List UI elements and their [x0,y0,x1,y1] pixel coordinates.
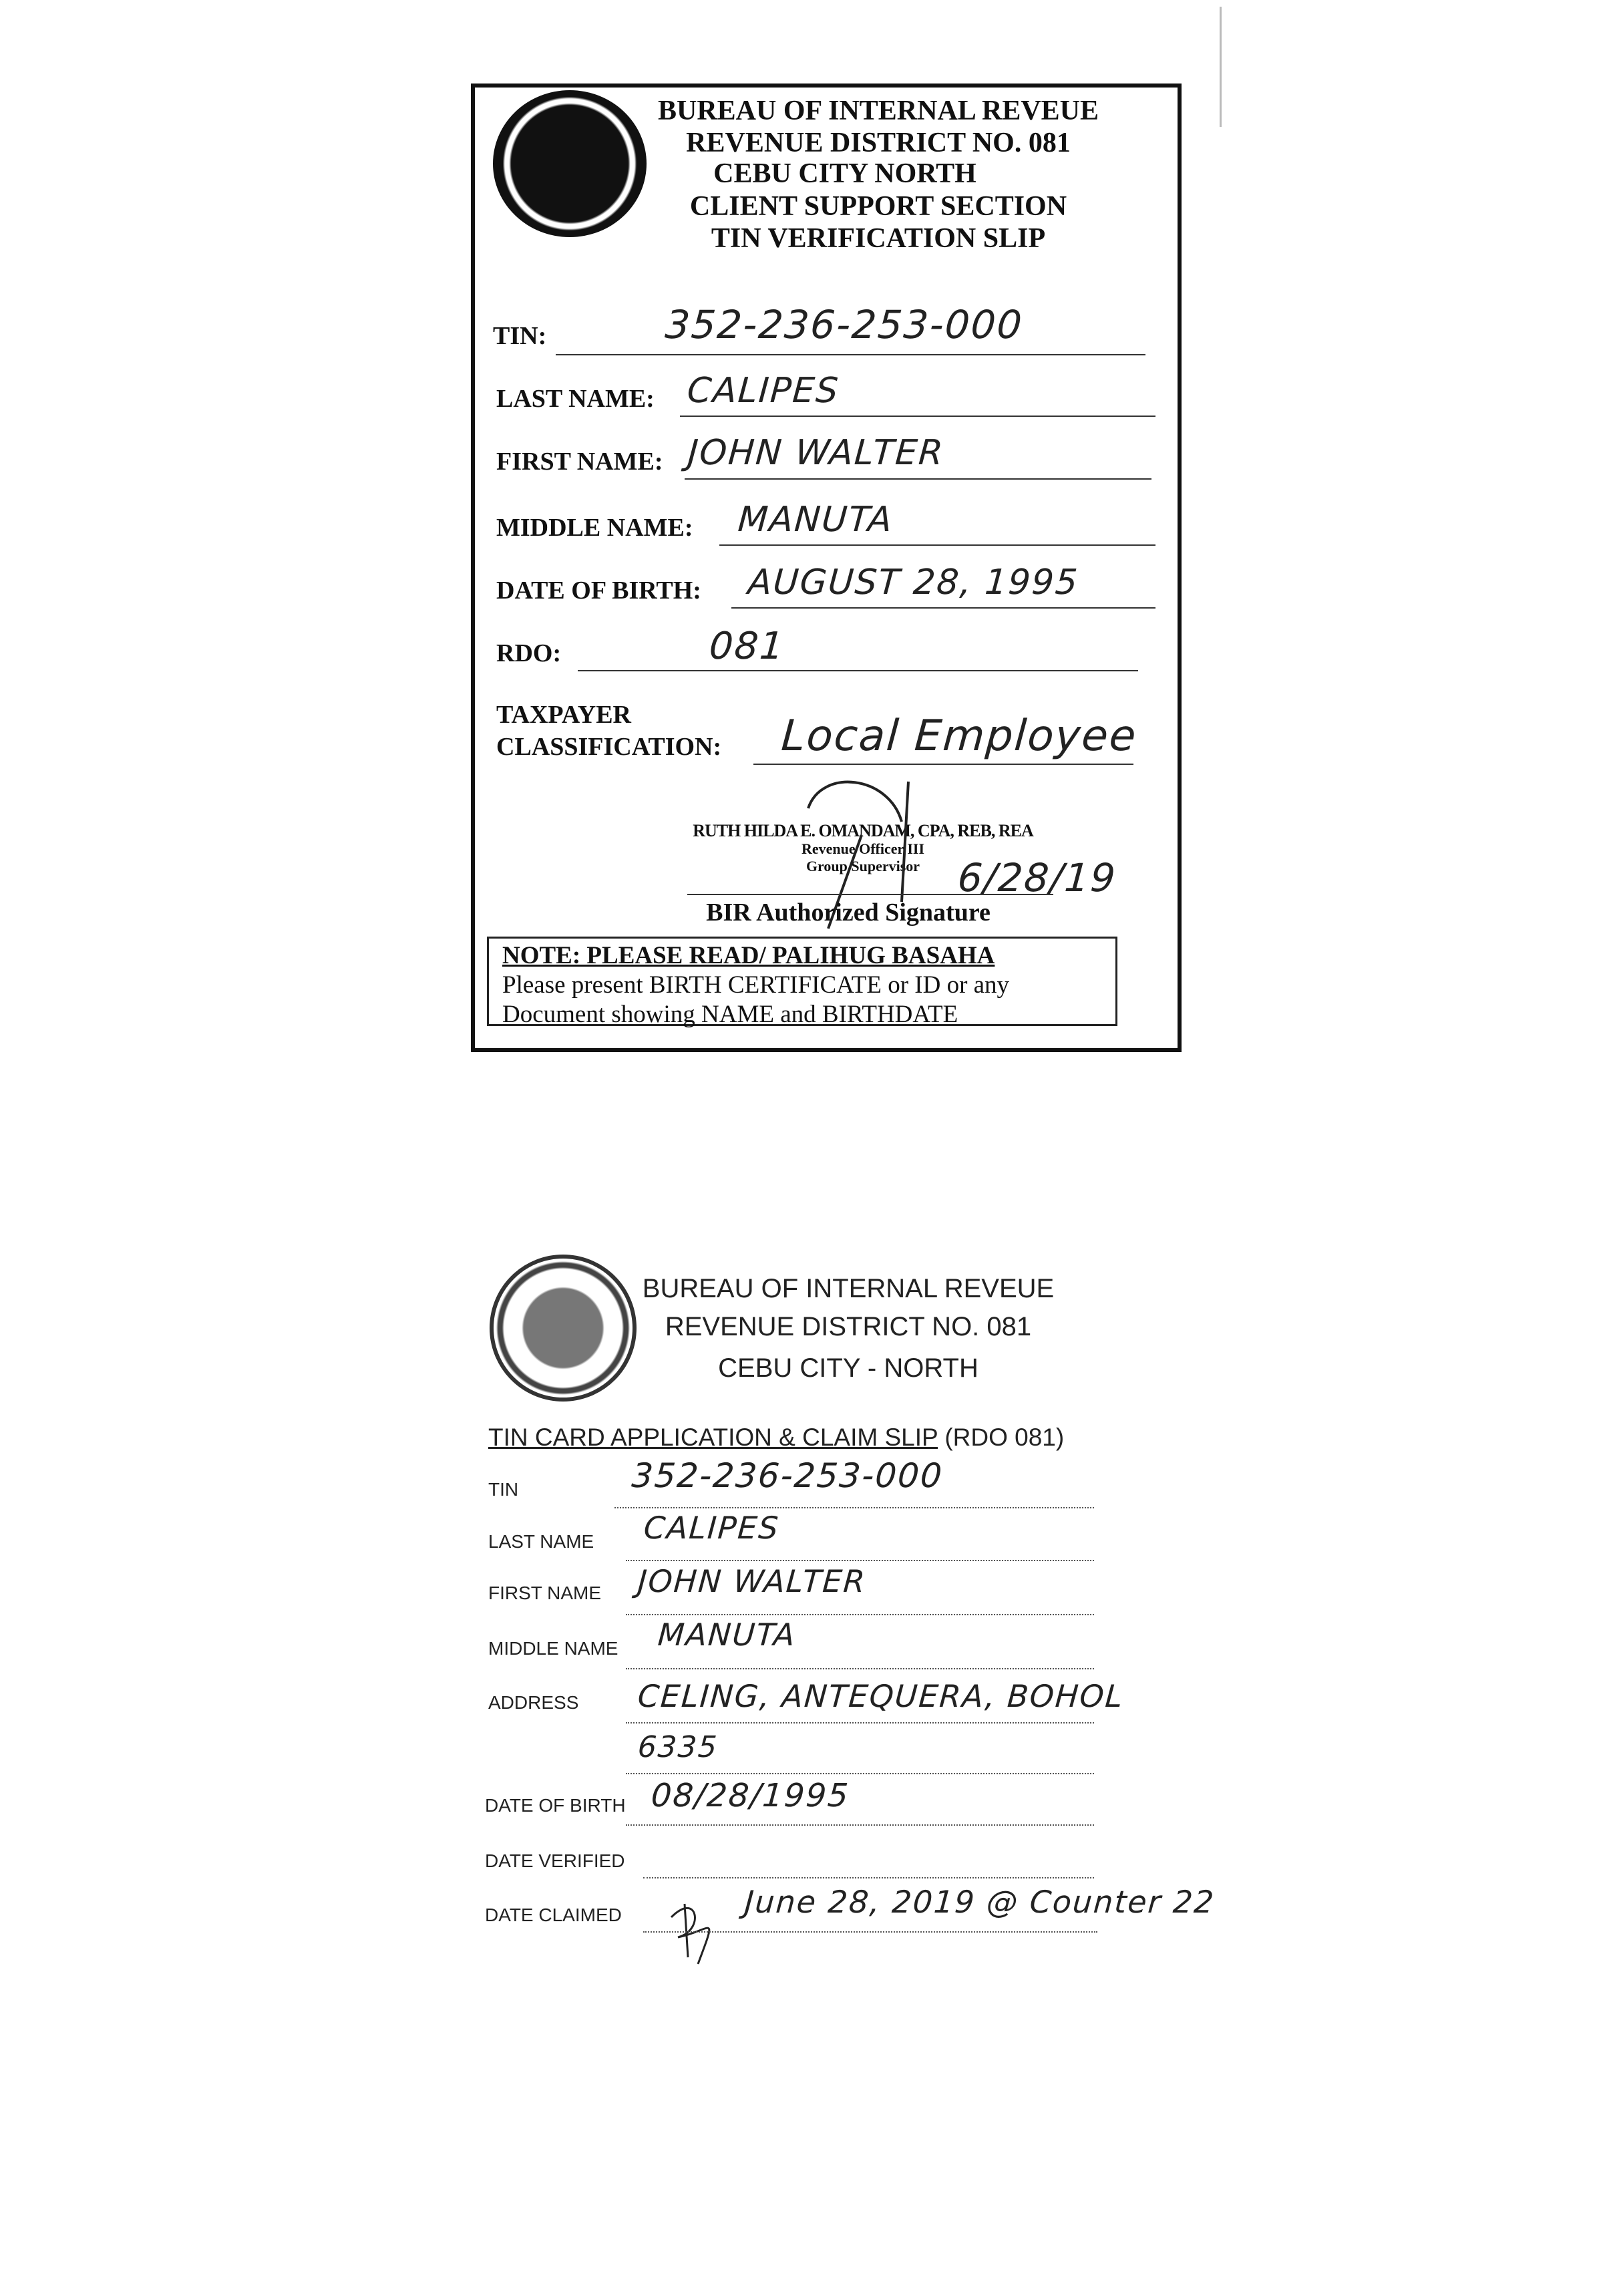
bir-seal-icon [490,1255,637,1402]
signatory-role: Group Supervisor [806,858,920,874]
dob-label: DATE OF BIRTH: [496,577,701,605]
first-name-label: FIRST NAME [488,1583,602,1603]
first-name-value: JOHN WALTER [686,433,946,473]
header-line: BUREAU OF INTERNAL REVEUE [657,96,1099,126]
tin-line [556,354,1145,355]
middle-name-value: MANUTA [736,500,895,540]
date-claimed-value: June 28, 2019 @ Counter 22 [743,1884,1216,1920]
header-line: CEBU CITY - NORTH [718,1353,978,1383]
header-line: BUREAU OF INTERNAL REVEUE [642,1274,1055,1303]
claim-slip-rdo: (RDO 081) [944,1424,1065,1451]
last-name-label: LAST NAME: [496,385,655,413]
bir-seal-icon [493,90,647,237]
header-line: REVENUE DISTRICT NO. 081 [686,128,1071,158]
last-name-line [680,416,1155,417]
middle-name-line [719,544,1155,546]
address-line [626,1773,1094,1774]
first-name-line [685,478,1151,480]
signature-caption: BIR Authorized Signature [706,898,991,927]
note-line: Document showing NAME and BIRTHDATE [502,1001,958,1028]
header-line: CLIENT SUPPORT SECTION [689,191,1067,222]
signatory-title: Revenue Officer III [801,840,925,857]
signatory-name: RUTH HILDA E. OMANDAM, CPA, REB, REA [693,821,1033,840]
dob-value: AUGUST 28, 1995 [746,562,1080,603]
date-claimed-line [643,1931,1097,1933]
note-line: Please present BIRTH CERTIFICATE or ID or any [502,971,1010,999]
date-claimed-label: DATE CLAIMED [485,1905,622,1925]
classification-line [753,764,1133,765]
middle-name-line [626,1668,1094,1669]
address-value: CELING, ANTEQUERA, BOHOL [637,1678,1125,1714]
note-heading: NOTE: PLEASE READ/ PALIHUG BASAHA [502,942,995,969]
last-name-value: CALIPES [643,1510,781,1546]
classification-label: TAXPAYER [496,701,631,729]
rdo-value: 081 [707,625,787,668]
tin-value: 352-236-253-000 [630,1456,944,1495]
classification-value: Local Employee [779,711,1139,761]
dob-label: DATE OF BIRTH [485,1795,626,1816]
first-name-label: FIRST NAME: [496,448,663,476]
tin-label: TIN [488,1479,519,1500]
slip-title: TIN VERIFICATION SLIP [711,223,1046,254]
page-edge [1220,7,1222,127]
rdo-line [578,670,1138,671]
note-box [487,937,1117,1026]
first-name-line [626,1614,1094,1615]
tin-value: 352-236-253-000 [663,302,1025,347]
dob-line [731,607,1155,609]
last-name-value: CALIPES [685,371,841,411]
date-verified-line [643,1877,1094,1878]
middle-name-label: MIDDLE NAME [488,1638,618,1659]
initials-scribble [658,1891,731,1971]
last-name-line [626,1560,1094,1561]
last-name-label: LAST NAME [488,1531,594,1552]
dob-line [626,1824,1094,1826]
date-verified-label: DATE VERIFIED [485,1850,625,1871]
tin-label: TIN: [493,322,547,350]
signature-date: 6/28/19 [956,855,1118,900]
header-line: REVENUE DISTRICT NO. 081 [665,1312,1032,1341]
address-line [626,1722,1094,1724]
middle-name-label: MIDDLE NAME: [496,514,693,542]
address-label: ADDRESS [488,1692,579,1713]
dob-value: 08/28/1995 [650,1777,851,1814]
rdo-label: RDO: [496,639,562,667]
address-value-zip: 6335 [637,1730,719,1764]
classification-label: CLASSIFICATION: [496,733,722,761]
first-name-value: JOHN WALTER [637,1563,868,1599]
claim-slip-title: TIN CARD APPLICATION & CLAIM SLIP [488,1424,938,1451]
middle-name-value: MANUTA [657,1617,797,1653]
header-line: CEBU CITY NORTH [713,158,976,189]
tin-line [614,1507,1094,1508]
signature-line [687,894,1053,895]
